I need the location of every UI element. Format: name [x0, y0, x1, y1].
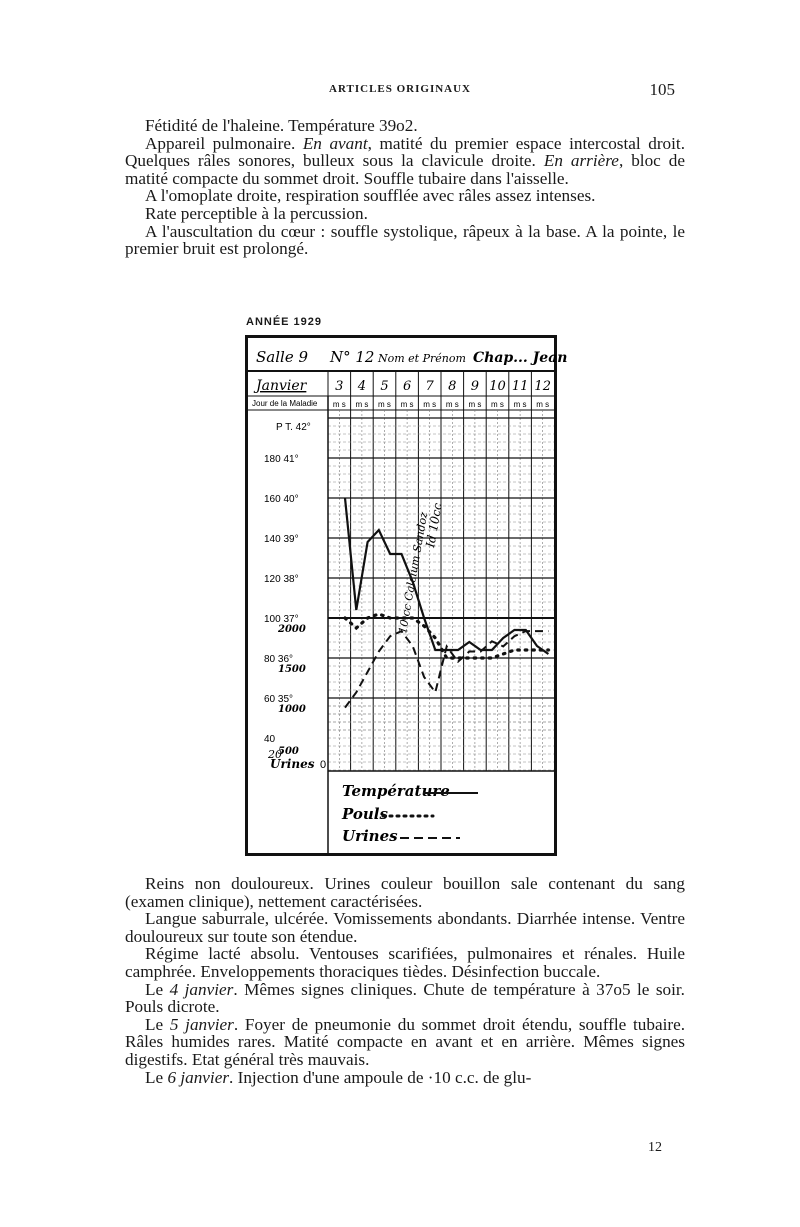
- italic-run: En avant: [302, 133, 368, 153]
- paragraph: Régime lacté absolu. Ventouses scarifiées, pulmonaires et rénales. Huile camphrée. Enveloppements thoraciques tièdes. Désinfection buccale.: [125, 944, 685, 981]
- ms-label: m s: [400, 400, 414, 409]
- paragraph: A l'auscultation du cœur : souffle systolique, râpeux à la base. A la pointe, le premier bruit est prolongé.: [125, 221, 685, 259]
- running-title: ARTICLES ORIGINAUX: [329, 83, 471, 95]
- chart-year-label: ANNÉE 1929: [246, 316, 323, 328]
- days-row: [328, 371, 551, 771]
- text-run: , bloc de matité compacte du sommet droit. Souffle tubaire dans l'aisselle.: [125, 151, 685, 188]
- ms-label: m s: [355, 400, 369, 409]
- ms-label: m s: [332, 400, 346, 409]
- text-run: . Injection d'une ampoule de ·10 c.c. de glu-: [229, 1067, 532, 1087]
- day-label: 12: [534, 379, 551, 394]
- text-run: Le: [145, 979, 170, 999]
- y-tick-label: 160 40°: [264, 494, 299, 505]
- text-run: . Mêmes signes cliniques. Chute de température à 37o5 le soir. Pouls dicrote.: [125, 979, 685, 1017]
- urine-tick-label: 500: [278, 746, 299, 757]
- annotation-calcium: 10 cc Calcium Sandoz: [396, 510, 431, 635]
- legend-pouls: Pouls: [342, 805, 388, 823]
- paragraph: [125, 1069, 685, 1087]
- italic-run: 4 janvier: [169, 979, 234, 999]
- paragraph: Rate perceptible à la percussion.: [145, 203, 368, 223]
- y-tick-label: 140 39°: [264, 534, 299, 545]
- italic-run: En arrière: [543, 151, 619, 171]
- y-tick-label: 60 35°: [264, 694, 294, 705]
- urine-axis-label: Urines: [270, 757, 315, 771]
- y-axis-labels: [264, 454, 306, 757]
- day-label: 4: [357, 379, 367, 394]
- paragraph: [125, 135, 685, 188]
- paragraph: Langue saburrale, ulcérée. Vomissements abondants. Diarrhée intense. Ventre douloureux sur toute son étendue.: [125, 909, 685, 946]
- salle-label: Salle 9: [256, 348, 309, 366]
- running-header: [125, 80, 675, 100]
- paragraph: A l'omoplate droite, respiration soufflée avec râles assez intenses.: [145, 186, 596, 206]
- bottom-paragraphs: [125, 875, 685, 1086]
- ms-label: m s: [491, 400, 504, 409]
- zero-label: 0: [320, 759, 327, 771]
- urine-tick-label: 1000: [278, 704, 306, 715]
- chart-series: [345, 498, 548, 708]
- signature-mark: 12: [648, 1140, 662, 1155]
- italic-run: 5 janvier: [169, 1014, 234, 1034]
- urine-line: [345, 631, 548, 708]
- chart-canvas: [248, 338, 568, 853]
- pt-label: P T. 42°: [276, 422, 311, 433]
- paragraph: Fétidité de l'haleine. Température 39o2.: [145, 116, 418, 135]
- ms-label: m s: [536, 400, 550, 409]
- day-label: 5: [380, 379, 389, 394]
- text-run: Le: [145, 1067, 168, 1087]
- y-tick-label: 80 36°: [264, 654, 294, 665]
- paragraph: [125, 1016, 685, 1069]
- ms-label: m s: [445, 400, 459, 409]
- paragraph: [125, 981, 685, 1016]
- day-label: 8: [448, 379, 457, 394]
- ms-label: m s: [423, 400, 437, 409]
- ms-label: m s: [468, 400, 482, 409]
- temperature-chart: [245, 335, 568, 856]
- nom-label: Nom et Prénom: [378, 352, 466, 365]
- paragraph: Reins non douloureux. Urines couleur bouillon sale contenant du sang (examen clinique), nettement caractérisées.: [125, 874, 685, 911]
- page-number: 105: [649, 80, 675, 99]
- text-run: . Foyer de pneumonie du sommet droit étendu, souffle tubaire. Râles humides rares. Matité compacte en avant et en arrière. Mêmes signes digestifs. Etat général très mauvais.: [125, 1014, 685, 1069]
- italic-run: 6 janvier: [167, 1067, 230, 1087]
- day-label: 6: [402, 379, 412, 394]
- pulse-line: [345, 614, 548, 658]
- text-run: , matité du premier espace intercostal droit. Quelques râles sonores, bulleux sous la clavicule droite.: [125, 133, 685, 171]
- nom-value: Chap... Jean: [473, 350, 568, 366]
- legend-temperature: Température: [342, 782, 450, 800]
- day-label: 11: [511, 379, 529, 394]
- day-label: 9: [470, 379, 480, 394]
- numero-label: N° 12: [330, 348, 375, 366]
- ms-label: m s: [513, 400, 527, 409]
- y-tick-label: 100 37°: [264, 614, 299, 625]
- text-run: Appareil pulmonaire.: [145, 133, 303, 153]
- temperature-line: [345, 498, 548, 654]
- day-label: 10: [489, 379, 506, 394]
- day-label: 7: [425, 379, 434, 394]
- legend-urines: Urines: [342, 827, 398, 845]
- jour-maladie-label: Jour de la Maladie: [252, 399, 318, 408]
- urine-tick-label: 2000: [278, 624, 306, 635]
- chart-legend: [341, 782, 478, 845]
- urine-bottom-label: 20: [268, 748, 282, 761]
- y-tick-label: 180 41°: [264, 454, 299, 465]
- text-run: Le: [145, 1014, 170, 1034]
- y-tick-label: 120 38°: [264, 574, 299, 585]
- month-label: Janvier: [256, 378, 307, 394]
- top-paragraphs: [125, 117, 685, 258]
- y-tick-label: 40: [264, 734, 276, 745]
- ms-label: m s: [378, 400, 391, 409]
- urine-tick-label: 1500: [278, 664, 306, 675]
- day-label: 3: [335, 379, 344, 394]
- annotation-id: Id 10cc: [423, 501, 445, 549]
